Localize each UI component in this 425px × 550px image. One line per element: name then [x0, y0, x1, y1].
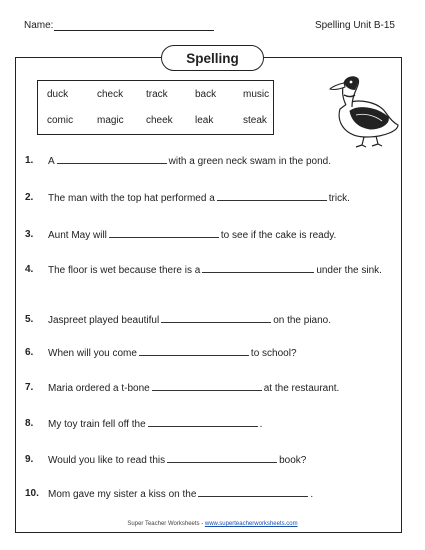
name-blank-line[interactable] — [54, 20, 214, 31]
question-text: . — [310, 489, 314, 500]
question-text: Jaspreet played beautiful — [48, 315, 160, 326]
question-text: at the restaurant. — [263, 383, 340, 394]
question-number: 2. — [25, 192, 34, 203]
question-text: trick. — [328, 193, 350, 204]
answer-blank[interactable] — [167, 453, 277, 463]
question-text: Maria ordered a t-bone — [48, 383, 150, 394]
question-number: 9. — [25, 454, 34, 465]
word-bank-word: check — [97, 89, 124, 100]
answer-blank[interactable] — [139, 346, 249, 356]
answer-blank[interactable] — [148, 417, 258, 427]
question-text: under the sink. — [316, 265, 382, 276]
question-number: 3. — [25, 229, 34, 240]
question-10 — [25, 487, 403, 501]
question-1 — [25, 154, 403, 168]
word-bank-word: music — [243, 89, 270, 100]
question-4 — [25, 263, 403, 277]
word-bank-word: steak — [243, 115, 267, 126]
answer-blank[interactable] — [161, 313, 271, 323]
word-bank-word: duck — [47, 89, 69, 100]
word-bank-word: magic — [97, 115, 124, 126]
answer-blank[interactable] — [217, 191, 327, 201]
question-text: . — [259, 419, 263, 430]
question-text: on the piano. — [273, 315, 332, 326]
question-text: to see if the cake is ready. — [220, 230, 337, 241]
question-text: My toy train fell off the — [48, 419, 146, 430]
word-bank-word: leak — [195, 115, 214, 126]
name-label: Name: — [24, 20, 54, 31]
worksheet-title: Spelling — [161, 45, 264, 71]
question-text: book? — [279, 455, 307, 466]
word-bank — [37, 80, 274, 135]
question-number: 7. — [25, 382, 34, 393]
question-text: A — [48, 156, 55, 167]
word-bank-word: track — [146, 89, 168, 100]
footer-brand: Super Teacher Worksheets — [127, 521, 200, 527]
answer-blank[interactable] — [57, 154, 167, 164]
question-text: The floor is wet because there is a — [48, 265, 201, 276]
question-text: The man with the top hat performed a — [48, 193, 215, 204]
question-number: 5. — [25, 314, 34, 325]
question-number: 1. — [25, 155, 34, 166]
footer-link[interactable]: www.superteacherworksheets.com — [204, 521, 298, 527]
unit-label: Spelling Unit B-15 — [314, 20, 395, 31]
answer-blank[interactable] — [202, 263, 314, 273]
question-text: to school? — [250, 348, 297, 359]
answer-blank[interactable] — [198, 487, 308, 497]
duck-illustration — [318, 73, 404, 148]
question-2 — [25, 191, 403, 205]
question-5 — [25, 313, 403, 327]
question-7 — [25, 381, 403, 395]
question-number: 6. — [25, 347, 34, 358]
question-text: Would you like to read this — [48, 455, 166, 466]
question-text: When will you come — [48, 348, 137, 359]
answer-blank[interactable] — [109, 228, 219, 238]
name-field — [24, 20, 214, 31]
answer-blank[interactable] — [152, 381, 262, 391]
question-number: 10. — [25, 488, 39, 499]
question-text: Mom gave my sister a kiss on the — [48, 489, 197, 500]
word-bank-word: cheek — [146, 115, 173, 126]
question-3 — [25, 228, 403, 242]
question-number: 4. — [25, 264, 34, 275]
word-bank-word: back — [195, 89, 217, 100]
question-6 — [25, 346, 403, 360]
question-text: Aunt May will — [48, 230, 107, 241]
word-bank-word: comic — [47, 115, 74, 126]
question-text: with a green neck swam in the pond. — [168, 156, 331, 167]
footer-separator: - — [201, 521, 204, 527]
question-8 — [25, 417, 403, 431]
question-number: 8. — [25, 418, 34, 429]
footer — [0, 521, 425, 527]
question-9 — [25, 453, 403, 467]
